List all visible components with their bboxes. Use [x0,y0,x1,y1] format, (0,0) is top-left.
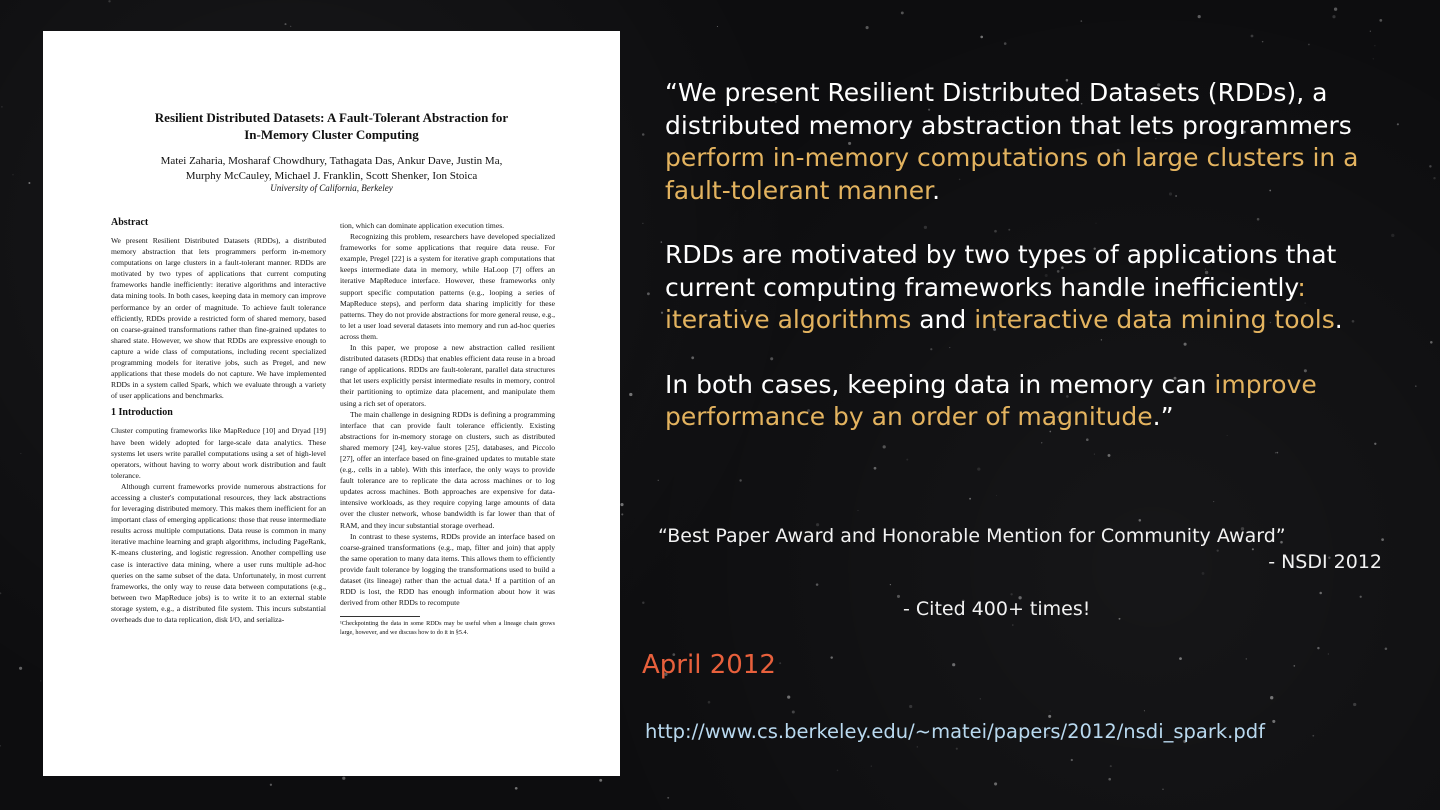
abstract-heading: Abstract [111,217,149,228]
star-dot [1251,35,1254,38]
paper-affiliation: University of California, Berkeley [270,183,393,193]
star-dot [1429,165,1431,167]
star-dot [1179,657,1182,660]
star-dot [290,26,291,27]
star-dot [1139,519,1142,522]
star-dot [874,467,877,470]
star-dot [621,513,623,515]
star-dot [1262,41,1264,43]
paragraph: Cluster computing frameworks like MapReduce [10] and Dryad [19] have been widely adopted for large-scale data analytics. These systems let users write parallel computations using a set of high-level operators, without having to worry about work distribution and fault tolerance. [111,426,326,480]
star-dot [1071,759,1073,761]
quote-paragraph-3: In both cases, keeping data in memory can improve performance by an order of magnitude.” [665,369,1317,431]
star-dot [13,174,14,175]
paper-authors: Matei Zaharia, Mosharaf Chowdhury, Tathagata Das, Ankur Dave, Justin Ma, Murphy McCauley, Michael J. Franklin, Scott Shenker, Ion Stoica [160,155,503,182]
star-dot [708,701,711,704]
star-dot [1119,618,1121,620]
award-source: - NSDI 2012 [1268,551,1382,573]
star-dot [1332,15,1335,18]
highlight-text: : iterative algorithms [665,272,1306,334]
star-dot [1391,234,1394,237]
star-dot [866,26,869,29]
paragraph: The main challenge in designing RDDs is defining a programming interface that can provide fault tolerance efficiently. Existing abstractions for in-memory storage on clusters, such as distributed shared memory [24], key-value stores [25], databases, and Piccolo [27], offer an interface based on fine-grained updates to mutable state (e.g., cells in a table). With this interface, the only ways to provide fault tolerance are to replicate the data across machines or to log updates across machines. Both approaches are expensive for data-intensive workloads, as they require copying large amounts of data over the cluster network, whose bandwidth is far lower than that of RAM, and they incur substantial storage overhead. [340,409,555,530]
star-dot [996,495,997,496]
star-dot [980,698,981,699]
star-dot [1293,665,1295,667]
star-dot [667,797,669,799]
star-dot [599,779,602,782]
star-dot [1110,765,1112,767]
star-dot [515,787,518,790]
star-dot [792,710,795,713]
footnote: ¹Checkpointing the data in some RDDs may be useful when a lineage chain grows large, however, and we discuss how to do it in §5.4. [340,620,555,636]
star-dot [1430,341,1433,344]
star-dot [837,770,839,772]
paper-left-column [111,217,326,625]
star-dot [642,133,645,136]
star-dot [739,479,741,481]
paragraph: Recognizing this problem, researchers have developed specialized frameworks for some applications that require data reuse. For example, Pregel [22] is a system for iterative graph computations that keeps intermediate data in memory, while HaLoop [7] offers an iterative MapReduce interface. However, these frameworks only support specific computation patterns (e.g., looping a series of MapReduce steps), and perform data sharing implicitly for these patterns. They do not provide abstractions for more general reuse, e.g., to let a user load several datasets into memory and run ad-hoc queries across them. [340,232,555,341]
award-text: “Best Paper Award and Honorable Mention for Community Award” [658,525,1286,547]
star-dot [1433,177,1435,179]
star-dot [1213,501,1214,502]
star-dot [1162,789,1163,790]
star-dot [1353,703,1356,706]
star-dot [1048,715,1051,718]
star-dot [284,23,286,25]
star-dot [21,453,22,454]
star-dot [1,106,3,108]
star-dot [1328,653,1329,654]
star-dot [1270,696,1273,699]
star-dot [661,241,662,242]
paper-url-link[interactable]: http://www.cs.berkeley.edu/~matei/papers/2012/nsdi_spark.pdf [645,720,1265,743]
star-dot [969,498,971,500]
star-dot [19,667,22,670]
star-dot [658,480,659,481]
star-dot [1010,593,1012,595]
star-dot [816,583,819,586]
star-dot [830,656,832,658]
star-dot [917,746,918,747]
star-dot [1198,15,1201,18]
star-dot [1308,44,1310,46]
star-dot [779,662,781,664]
abstract-quote [665,77,1385,466]
star-dot [909,705,912,708]
publication-date: April 2012 [642,650,776,680]
star-dot [28,182,30,184]
star-dot [871,765,872,766]
star-dot [629,393,632,396]
star-dot [1012,624,1014,626]
paper-first-page [43,31,620,776]
highlight-text: perform in-memory computations on large clusters in a fault-tolerant manner [665,143,1359,205]
star-dot [717,26,718,27]
star-dot [1370,31,1371,32]
star-dot [1050,711,1051,712]
quote-paragraph-1: “We present Resilient Distributed Datasets (RDDs), a distributed memory abstraction that lets programmers perform in-memory computations on large clusters in a fault-tolerant manner. [665,78,1359,205]
star-dot [270,784,272,786]
star-dot [0,745,1,747]
star-dot [1272,720,1275,723]
star-dot [647,292,650,295]
star-dot [1374,45,1375,46]
star-dot [1004,42,1007,45]
star-dot [1317,647,1319,649]
award-note [658,523,1388,575]
paper-title: Resilient Distributed Datasets: A Fault-Tolerant Abstraction for In-Memory Cluster Computing [154,110,509,142]
star-dot [1319,592,1322,595]
star-dot [901,11,904,14]
star-dot [642,601,644,603]
paragraph: tion, which can dominate application execution times. [340,221,505,230]
star-dot [1108,778,1111,781]
star-dot [1415,385,1417,387]
abstract-text: We present Resilient Distributed Datasets (RDDs), a distributed memory abstraction that lets programmers perform in-memory computations on large clusters in a fault-tolerant manner. RDDs are motivated by two types of applications that current computing frameworks handle inefficiently: iterative algorithms and interactive data mining tools. In both cases, keeping data in memory can improve performance by an order of magnitude. To achieve fault tolerance efficiently, RDDs provide a restricted form of shared memory, based on coarse-grained transformations rather than fine-grained updates to shared state. However, we show that RDDs are expressive enough to capture a wide class of computations, including recent specialized programming models for iterative jobs, such as Pregel, and new applications that these models do not capture. We have implemented RDDs in a system called Spark, which we evaluate through a variety of user applications and benchmarks. [111,236,326,401]
star-dot [897,595,900,598]
quote-paragraph-2: RDDs are motivated by two types of applications that current computing frameworks handle inefficiently: iterative algorithms and interactive data mining tools. [665,240,1343,334]
star-dot [342,777,345,780]
star-dot [890,584,891,585]
paragraph: Although current frameworks provide numerous abstractions for accessing a cluster's computational resources, they lack abstractions for leveraging distributed memory. This makes them inefficient for an important class of emerging applications: those that reuse intermediate results across multiple computations. Data reuse is common in many iterative machine learning and graph algorithms, including PageRank, K-means clustering, and logistic regression. Another compelling use case is interactive data mining, where a user runs multiple ad-hoc queries on the same subset of the data. Unfortunately, in most current frameworks, the only way to reuse data between computations (e.g., between two MapReduce jobs) is to write it to an external stable storage system, e.g., a distributed file system. This incurs substantial overheads due to data replication, disk I/O, and serializa- [111,481,326,624]
section-heading: 1 Introduction [111,407,173,419]
footnote-rule [340,616,420,617]
star-dot [661,312,663,314]
star-dot [1246,658,1247,659]
star-dot [1081,20,1083,22]
star-dot [1385,648,1388,651]
star-dot [620,503,623,506]
star-dot [1334,8,1337,11]
star-dot [858,510,859,511]
star-dot [108,0,110,2]
star-dot [994,782,997,785]
paragraph: In contrast to these systems, RDDs provide an interface based on coarse-grained transformations (e.g., map, filter and join) that apply the same operation to many data items. This allows them to efficiently provide fault tolerance by logging the transformations used to build a dataset (its lineage) rather than the actual data.¹ If a partition of an RDD is lost, the RDD has enough information about how it was derived from other RDDs to recompute [340,531,555,608]
star-dot [952,663,955,666]
highlight-text: improve performance by an order of magnitude [665,369,1317,431]
star-dot [642,223,643,224]
paragraph: In this paper, we propose a new abstraction called resilient distributed datasets (RDDs) that enables efficient data reuse in a broad range of applications. RDDs are fault-tolerant, parallel data structures that let users explicitly persist intermediate results in memory, control their partitioning to optimize data placement, and manipulate them using a rich set of operators. [340,343,555,408]
paper-right-column [340,220,555,637]
star-dot [40,680,41,681]
star-dot [1373,58,1374,59]
highlight-text: interactive data mining tools [974,305,1335,334]
star-dot [787,696,790,699]
citation-count: - Cited 400+ times! [903,598,1091,620]
star-dot [1379,19,1382,22]
star-dot [956,748,958,750]
star-dot [980,36,983,39]
star-dot [977,467,980,470]
star-dot [1144,710,1145,711]
star-dot [1360,596,1362,598]
star-dot [1397,123,1399,125]
star-dot [0,592,1,594]
star-dot [1312,735,1314,737]
